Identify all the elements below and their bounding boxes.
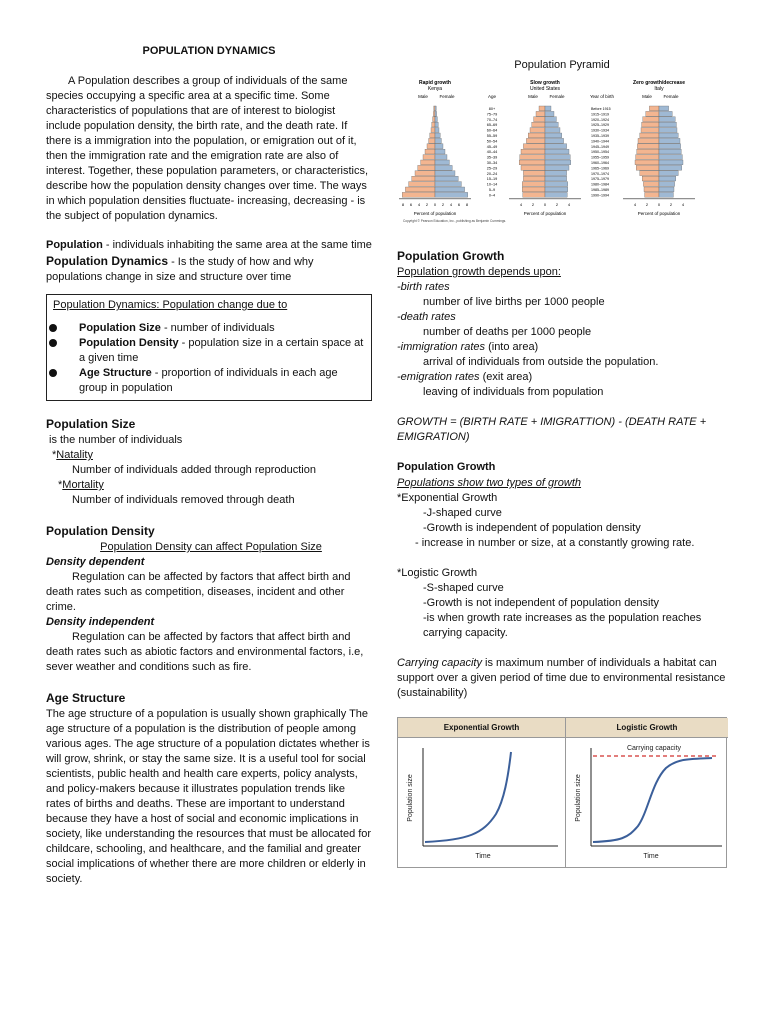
pyramid-age-label: 40–44 bbox=[486, 150, 498, 155]
pyramid-bar-male bbox=[520, 155, 545, 160]
pyramid-bar-male bbox=[649, 106, 659, 111]
pyramid-year-label: 1935–1939 bbox=[591, 134, 609, 138]
pyramid-year-label: 1970–1974 bbox=[591, 171, 609, 176]
pyramid-year-label: 1980–1984 bbox=[591, 182, 609, 187]
box-item-def: - number of individuals bbox=[160, 322, 275, 334]
pyramid-bar-female bbox=[659, 171, 678, 176]
mortality-prefix: * bbox=[58, 479, 63, 491]
population-term: Population bbox=[46, 239, 103, 251]
pyramid-bar-female bbox=[435, 187, 465, 192]
pyramid-tick-label: 4 bbox=[417, 201, 421, 207]
pyramid-bar-male bbox=[432, 122, 435, 127]
pyramid-bar-male bbox=[418, 165, 435, 170]
box-item-def: - population size in a certain space at a given time bbox=[79, 337, 364, 364]
bullet-icon bbox=[49, 339, 57, 347]
pyramid-bar-male bbox=[522, 187, 545, 192]
pyramid-bar-female bbox=[545, 111, 554, 116]
depends-line: Population growth depends upon: bbox=[397, 266, 561, 278]
pyramid-age-label: 80+ bbox=[488, 107, 496, 111]
pyramid-age-header: Age bbox=[487, 94, 497, 99]
pyramid-bar-male bbox=[539, 106, 545, 111]
j-curve bbox=[425, 752, 511, 842]
pyramid-panel-country: Kenya bbox=[427, 86, 443, 92]
factor-term: -emigration rates bbox=[397, 371, 480, 383]
pyramid-year-label: 1960–1964 bbox=[591, 161, 609, 165]
box-item bbox=[53, 336, 365, 366]
mortality-line bbox=[46, 478, 372, 493]
pyramid-bar-male bbox=[532, 122, 545, 127]
pyramid-bar-female bbox=[545, 165, 569, 170]
pyramid-tick-label: 2 bbox=[441, 201, 445, 207]
pyramid-age-label: 70–74 bbox=[486, 117, 498, 122]
pyramid-tick-label: 4 bbox=[519, 201, 523, 207]
growth-curves-figure bbox=[397, 717, 727, 868]
pyramid-age-label: 55–59 bbox=[486, 134, 498, 138]
pyramid-bar-male bbox=[402, 192, 435, 197]
pyramid-bar-female bbox=[545, 138, 564, 143]
pyramid-bar-female bbox=[545, 187, 568, 192]
growth2-heading: Population Growth bbox=[397, 461, 496, 473]
pyramid-bar-male bbox=[645, 192, 659, 197]
pyramid-age-label: 0–4 bbox=[488, 193, 496, 198]
box-heading: Population Dynamics: Population change due to bbox=[53, 299, 288, 311]
pyramid-bar-female bbox=[435, 138, 441, 143]
pyramid-year-label: 1965–1969 bbox=[591, 166, 609, 171]
pyramid-bar-female bbox=[659, 187, 674, 192]
log-line: -Growth is not independent of population density bbox=[423, 597, 660, 609]
pyramid-bar-female bbox=[545, 106, 551, 111]
pyramid-year-label: 1940–1944 bbox=[591, 139, 609, 144]
pyramid-tick-label: 2 bbox=[555, 201, 559, 207]
pyramid-bar-male bbox=[521, 149, 545, 154]
box-item-term: Age Structure bbox=[79, 367, 152, 379]
x-label: Time bbox=[475, 853, 491, 860]
pyramid-bar-male bbox=[534, 117, 545, 122]
pyramid-bar-female bbox=[545, 160, 571, 165]
pyramid-bar-female bbox=[659, 106, 669, 111]
exp-line: -Growth is independent of population density bbox=[423, 522, 641, 534]
pyramid-bar-female bbox=[435, 182, 461, 187]
population-definition bbox=[46, 238, 372, 253]
pyramid-bar-female bbox=[659, 176, 676, 181]
factor-def: number of live births per 1000 people bbox=[423, 296, 605, 308]
factor-term: -birth rates bbox=[397, 281, 450, 293]
pyramid-bar-male bbox=[523, 144, 545, 149]
pyramid-age-label: 75–79 bbox=[486, 112, 498, 117]
pyramid-bar-female bbox=[659, 149, 681, 154]
pyramid-year-label: 1945–1949 bbox=[591, 144, 609, 149]
pyramid-bar-male bbox=[521, 165, 545, 170]
pyramid-x-label: Percent of population bbox=[637, 210, 681, 216]
pyramid-year-label: 1930–1934 bbox=[591, 128, 609, 133]
natality-line bbox=[46, 448, 372, 463]
pyramid-bar-male bbox=[642, 122, 659, 127]
pyramid-bar-male bbox=[523, 176, 545, 181]
pyramid-tick-label: 2 bbox=[531, 201, 535, 207]
pyramid-bar-female bbox=[659, 155, 682, 160]
pyramid-tick-label: 4 bbox=[567, 201, 571, 207]
pyramid-tick-label: 0 bbox=[543, 201, 547, 207]
mortality-def: Number of individuals removed through death bbox=[72, 494, 295, 506]
pyramid-age-label: 20–24 bbox=[486, 171, 498, 176]
box-item-term: Population Density bbox=[79, 337, 179, 349]
log-line: -is when growth rate increases as the population reaches carrying capacity. bbox=[423, 612, 702, 639]
pyramid-age-label: 5–9 bbox=[488, 188, 496, 192]
log-title: *Logistic Growth bbox=[397, 567, 478, 579]
pyramid-age-label: 45–49 bbox=[486, 144, 498, 149]
density-independent-term: Density independent bbox=[46, 616, 155, 628]
pyramid-bar-male bbox=[519, 160, 545, 165]
bullet-icon bbox=[49, 369, 57, 377]
pyramid-bar-female bbox=[659, 182, 675, 187]
pyramid-age-label: 60–64 bbox=[486, 128, 498, 133]
growth-formula: GROWTH = (BIRTH RATE + IMIGRATTION) - (DEATH RATE + EMIGRATION) bbox=[397, 416, 707, 443]
growth-heading: Population Growth bbox=[397, 249, 505, 263]
pyramid-bar-male bbox=[641, 128, 659, 133]
pyramid-bar-female bbox=[659, 128, 677, 133]
pyramid-age-label: 15–19 bbox=[486, 177, 498, 182]
pyramid-year-label: 1915–1919 bbox=[591, 112, 609, 117]
pyramid-bar-male bbox=[523, 171, 545, 176]
pyramid-year-label: 1975–1979 bbox=[591, 177, 609, 182]
pyramid-tick-label: 4 bbox=[633, 201, 637, 207]
size-heading: Population Size bbox=[46, 417, 136, 431]
left-column bbox=[46, 44, 372, 887]
pyramid-panel-title: Rapid growth bbox=[419, 80, 451, 86]
exponential-panel-title: Exponential Growth bbox=[398, 718, 565, 738]
pyramid-bar-female bbox=[659, 138, 680, 143]
pyramid-bar-female bbox=[435, 165, 452, 170]
pyramid-bar-male bbox=[536, 111, 545, 116]
pyramid-bar-female bbox=[435, 176, 458, 181]
pyramid-year-label: 1920–1924 bbox=[591, 117, 609, 122]
cc-text: is maximum number of individuals a habitat can support over a given period of time due to environmental resistance (sustainability) bbox=[397, 657, 726, 699]
age-heading: Age Structure bbox=[46, 691, 126, 705]
pyramid-bar-female bbox=[435, 128, 439, 133]
pyramid-bar-male bbox=[637, 149, 659, 154]
pyramid-bar-male bbox=[433, 117, 435, 122]
pyramid-bar-female bbox=[435, 117, 437, 122]
pyramid-male-label: Male bbox=[418, 94, 428, 99]
pyramid-x-label: Percent of population bbox=[523, 210, 567, 216]
box-item-term: Population Size bbox=[79, 322, 161, 334]
factor-term: -immigration rates bbox=[397, 341, 486, 353]
pyramid-bar-female bbox=[435, 149, 445, 154]
pyramid-panel-country: United States bbox=[529, 86, 561, 92]
pyramid-bar-male bbox=[643, 117, 659, 122]
factor-def: arrival of individuals from outside the population. bbox=[423, 356, 659, 368]
pyramid-tick-label: 2 bbox=[669, 201, 673, 207]
pyramid-age-label: 65–69 bbox=[486, 123, 498, 128]
pyramid-tick-label: 0 bbox=[433, 201, 437, 207]
pyramid-tick-label: 0 bbox=[657, 201, 661, 207]
pyramid-bar-male bbox=[415, 171, 435, 176]
right-column bbox=[397, 58, 727, 868]
pyramid-bar-female bbox=[659, 160, 683, 165]
factor-line bbox=[397, 370, 727, 385]
exp-last-line: - increase in number or size, at a constantly growing rate. bbox=[415, 537, 695, 549]
pyramid-tick-label: 2 bbox=[645, 201, 649, 207]
pyramid-tick-label: 2 bbox=[425, 201, 429, 207]
pyramid-bar-male bbox=[433, 111, 435, 116]
pyramid-bar-female bbox=[435, 133, 440, 138]
pyramid-bar-male bbox=[528, 133, 545, 138]
pyramid-age-label: 10–14 bbox=[486, 182, 498, 187]
pyramid-bar-male bbox=[643, 182, 659, 187]
pyramid-year-label: 1950–1954 bbox=[591, 150, 609, 155]
pyramid-bar-female bbox=[435, 122, 438, 127]
density-independent-text: Regulation can be affected by factors that affect birth and death rates such as abiotic factors and environmental factors, i.e, sever weather and conditions such as fire. bbox=[46, 631, 364, 673]
pyramid-bar-female bbox=[435, 155, 447, 160]
pyramid-bar-female bbox=[659, 192, 673, 197]
carrying-capacity-paragraph bbox=[397, 656, 727, 701]
pyramid-bar-male bbox=[423, 155, 435, 160]
logistic-panel bbox=[565, 718, 728, 867]
pyramid-bar-male bbox=[644, 187, 659, 192]
pyramid-bar-male bbox=[635, 160, 659, 165]
box-item bbox=[53, 366, 365, 396]
pyramid-copyright: Copyright © Pearson Education, Inc., publishing as Benjamin Cummings. bbox=[403, 218, 507, 223]
pyramid-bar-male bbox=[429, 138, 435, 143]
pyramid-bar-female bbox=[659, 165, 682, 170]
age-text: The age structure of a population is usually shown graphically The age structure of a population is the distribution of people among various ages. The age structure of a population dictates whether is will grow, shrink, or stay the same size. It is a useful tool for social scientists, public health and health care experts, policy analysts, and policy-makers because it illustrates population trends like rates of births and deaths. These are important to understand because they have a host of social and economic implications in society, like understanding the resources that must be allocated for childcare, schooling, and healthcare, and the familial and greater social implications of whether there are more children or elderly in society. bbox=[46, 708, 372, 885]
pyramid-year-label: Before 1915 bbox=[591, 107, 611, 111]
factor-term: -death rates bbox=[397, 311, 456, 323]
pyramid-bar-male bbox=[405, 187, 435, 192]
pyramid-panel-title: Zero growth/decrease bbox=[633, 80, 685, 86]
cc-term: Carrying capacity bbox=[397, 657, 482, 669]
pyramid-tick-label: 8 bbox=[465, 201, 469, 207]
pyramid-bar-female bbox=[659, 117, 675, 122]
dynamics-def: - Is the study of how and why populations change in size and structure over time bbox=[46, 256, 314, 283]
pyramid-panel-title: Slow growth bbox=[530, 80, 560, 86]
factor-line bbox=[397, 340, 727, 355]
mortality-term: Mortality bbox=[62, 479, 104, 491]
density-dependent-text: Regulation can be affected by factors that affect birth and death rates such as competition, diseases, incident and other crime. bbox=[46, 571, 351, 613]
exp-title: *Exponential Growth bbox=[397, 492, 498, 504]
x-label: Time bbox=[643, 853, 659, 860]
size-line: is the number of individuals bbox=[49, 434, 183, 446]
pyramid-bar-female bbox=[659, 122, 676, 127]
pyramid-bar-female bbox=[545, 117, 556, 122]
pyramid-year-header: Year of birth bbox=[589, 94, 615, 99]
pyramid-bar-female bbox=[545, 144, 567, 149]
pyramid-bar-female bbox=[545, 176, 567, 181]
intro-paragraph: A Population describes a group of individuals of the same species occupying a specific area at a specific time. Some characteristics of populations that are of interest to biologist include population density, the birth rate, and the death rate. If there is a immigration into the population, or emigration out of it, then the immigration rate and the emigration rate are also of interest. Together, these population parameters, or characteristics, describe how the population density changes over time. The ways in which population densities fluctuate- increasing, decreasing - is the subject of population dynamics. bbox=[46, 75, 369, 222]
pyramid-bar-female bbox=[435, 160, 449, 165]
pyramid-male-label: Male bbox=[642, 94, 652, 99]
s-curve bbox=[593, 758, 712, 842]
y-label: Population size bbox=[407, 774, 414, 822]
pyramid-bar-female bbox=[435, 171, 455, 176]
pyramid-bar-female bbox=[545, 192, 567, 197]
box-item bbox=[53, 321, 365, 336]
pyramid-bar-male bbox=[526, 138, 545, 143]
pyramid-age-label: 30–34 bbox=[486, 161, 498, 165]
pyramid-bar-female bbox=[659, 144, 681, 149]
natality-term: Natality bbox=[56, 449, 93, 461]
pyramid-bar-female bbox=[659, 111, 672, 116]
pyramid-age-label: 50–54 bbox=[486, 139, 498, 144]
pyramid-bar-male bbox=[636, 155, 659, 160]
logistic-panel-title: Logistic Growth bbox=[566, 718, 728, 738]
pyramid-bar-female bbox=[545, 155, 570, 160]
factor-note: (into area) bbox=[485, 341, 539, 353]
pyramid-bar-female bbox=[545, 171, 567, 176]
pyramid-bar-male bbox=[636, 165, 659, 170]
pyramid-panel-country: Italy bbox=[654, 86, 664, 92]
page-title: POPULATION DYNAMICS bbox=[142, 45, 276, 57]
population-pyramid-figure bbox=[397, 76, 727, 224]
pyramid-bar-male bbox=[640, 171, 659, 176]
pyramid-male-label: Male bbox=[528, 94, 538, 99]
pyramid-bar-female bbox=[545, 128, 560, 133]
pyramid-bar-female bbox=[435, 192, 468, 197]
natality-prefix: * bbox=[52, 449, 57, 461]
density-heading: Population Density bbox=[46, 524, 155, 538]
pyramid-title: Population Pyramid bbox=[514, 59, 610, 71]
pyramid-bar-female bbox=[545, 149, 569, 154]
carrying-capacity-label: Carrying capacity bbox=[626, 745, 682, 752]
pyramid-bar-male bbox=[425, 149, 435, 154]
pyramid-tick-label: 8 bbox=[401, 201, 405, 207]
pyramid-female-label: Female bbox=[439, 94, 455, 99]
bullet-icon bbox=[49, 324, 57, 332]
pyramid-bar-male bbox=[430, 133, 435, 138]
exp-line: -J-shaped curve bbox=[423, 507, 502, 519]
pyramid-bar-male bbox=[421, 160, 435, 165]
two-types-line: Populations show two types of growth bbox=[397, 477, 582, 489]
factor-note: (exit area) bbox=[479, 371, 533, 383]
pyramid-bar-male bbox=[409, 182, 435, 187]
pyramid-bar-female bbox=[659, 133, 678, 138]
pyramid-bar-male bbox=[431, 128, 435, 133]
pyramid-year-label: 1955–1959 bbox=[591, 155, 609, 160]
pyramid-bar-male bbox=[642, 176, 659, 181]
pyramid-year-label: 1925–1929 bbox=[591, 123, 609, 128]
pyramid-age-label: 35–39 bbox=[486, 155, 498, 160]
pyramid-year-label: 1985–1989 bbox=[591, 188, 609, 192]
pyramid-tick-label: 6 bbox=[457, 201, 461, 207]
pyramid-bar-female bbox=[545, 182, 568, 187]
pyramid-bar-male bbox=[640, 133, 659, 138]
log-line: -S-shaped curve bbox=[423, 582, 504, 594]
population-def: - individuals inhabiting the same area at the same time bbox=[102, 239, 372, 251]
pyramid-bar-male bbox=[646, 111, 659, 116]
pyramid-female-label: Female bbox=[549, 94, 565, 99]
exponential-panel bbox=[398, 718, 565, 867]
logistic-chart bbox=[566, 738, 728, 862]
pyramid-female-label: Female bbox=[663, 94, 679, 99]
pyramid-bar-female bbox=[545, 122, 558, 127]
pyramid-bar-male bbox=[522, 182, 545, 187]
pyramid-bar-female bbox=[435, 144, 443, 149]
pyramid-bar-male bbox=[637, 144, 659, 149]
box-item-def: - proportion of individuals in each age group in population bbox=[79, 367, 338, 394]
y-label: Population size bbox=[575, 774, 582, 822]
dynamics-term: Population Dynamics bbox=[46, 254, 169, 268]
density-sub: Population Density can affect Population Size bbox=[100, 541, 322, 553]
factor-def: leaving of individuals from population bbox=[423, 386, 604, 398]
pyramid-x-label: Percent of population bbox=[413, 210, 457, 216]
natality-def: Number of individuals added through reproduction bbox=[72, 464, 316, 476]
pyramid-bar-male bbox=[530, 128, 545, 133]
pyramid-tick-label: 4 bbox=[681, 201, 685, 207]
pyramid-tick-label: 4 bbox=[449, 201, 453, 207]
pyramid-bar-male bbox=[638, 138, 659, 143]
dynamics-definition bbox=[46, 254, 372, 285]
pyramid-bar-female bbox=[435, 111, 437, 116]
pyramid-bar-male bbox=[412, 176, 435, 181]
dynamics-box bbox=[46, 294, 372, 401]
exponential-chart bbox=[398, 738, 565, 862]
pyramid-year-label: 1990–1994 bbox=[591, 193, 609, 198]
pyramid-tick-label: 6 bbox=[409, 201, 413, 207]
factor-def: number of deaths per 1000 people bbox=[423, 326, 592, 338]
pyramid-bar-female bbox=[545, 133, 562, 138]
pyramid-age-label: 25–29 bbox=[486, 166, 498, 171]
density-dependent-term: Density dependent bbox=[46, 556, 145, 568]
pyramid-bar-female bbox=[435, 106, 436, 111]
pyramid-bar-male bbox=[434, 106, 435, 111]
pyramid-bar-male bbox=[523, 192, 545, 197]
pyramid-bar-male bbox=[427, 144, 435, 149]
